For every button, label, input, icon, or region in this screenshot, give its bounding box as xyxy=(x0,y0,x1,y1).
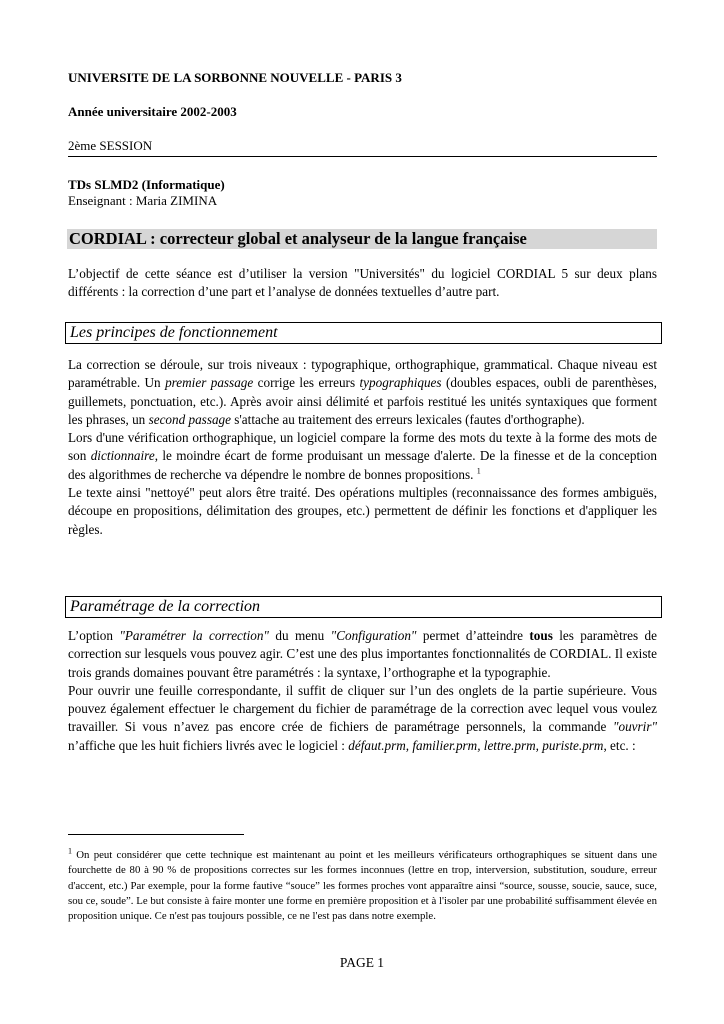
text-run: La correction se déroule, sur trois niveaux : typographique, orthographique, grammatical. Chaque niveau est paramétrable. Un xyxy=(68,357,657,391)
section1-body xyxy=(68,356,657,539)
section1-paragraph-1 xyxy=(68,356,657,429)
section2-body xyxy=(68,627,657,755)
text-run: L’option xyxy=(68,628,120,643)
page-number: PAGE 1 xyxy=(339,955,385,970)
text-run: (doubles espaces, oubli de parenthèses, guillemets, ponctuation, etc.). Après avoir ainsi délimité et parfois restitué les unités syntaxiques que forment les phrases, un xyxy=(68,375,657,427)
strong-tous: tous xyxy=(529,628,553,643)
text-run: n’affiche que les huit fichiers livrés avec le logiciel : xyxy=(68,737,349,753)
section-title-principes: Les principes de fonctionnement xyxy=(65,322,662,344)
emphasis-typographiques: typographiques xyxy=(359,375,442,391)
section2-paragraph-1 xyxy=(68,627,657,682)
header-divider xyxy=(68,156,657,157)
teacher-name: Enseignant : Maria ZIMINA xyxy=(68,193,218,208)
footnote-separator xyxy=(68,834,244,835)
section1-paragraph-3: Le texte ainsi "nettoyé" peut alors être traité. Des opérations multiples (reconnaissance des formes ambiguës, découpe en propositions, délimitation des groupes, etc.) permettent de définir les fonctions et d'appliquer les règles. xyxy=(68,485,657,537)
text-run: les paramètres de correction sur lesquels vous pouvez agir. C’est une des plus importantes fonctionnalités de CORDIAL. Il existe trois grands domaines pouvant être paramétrés : la syntaxe, l’orthographe et la typographie. xyxy=(68,628,657,680)
main-title: CORDIAL : correcteur global et analyseur de la langue française xyxy=(67,229,657,249)
course-title: TDs SLMD2 (Informatique) xyxy=(68,177,225,192)
academic-year: Année universitaire 2002-2003 xyxy=(68,104,237,119)
text-run: s'attache au traitement des erreurs lexicales (fautes d'orthographe). xyxy=(231,411,585,427)
emphasis-second-passage: second passage xyxy=(148,411,231,427)
session-label: 2ème SESSION xyxy=(68,138,153,153)
emphasis-parametrer-la-correction: "Paramétrer la correction" xyxy=(119,628,269,643)
footnote-text xyxy=(68,848,657,924)
intro-text: L’objectif de cette séance est d’utiliser la version "Universités" du logiciel CORDIAL 5 sur deux plans différents : la correction d’une part et l’analyse de données textuelles d’autre part. xyxy=(68,266,657,300)
text-run: permet d’atteindre xyxy=(416,628,530,643)
section1-paragraph-2 xyxy=(68,429,657,484)
text-run: , etc. : xyxy=(603,737,636,753)
section2-paragraph-2 xyxy=(68,682,657,755)
emphasis-configuration: "Configuration" xyxy=(330,628,417,643)
emphasis-premier-passage: premier passage xyxy=(165,375,254,391)
university-heading: UNIVERSITE DE LA SORBONNE NOUVELLE - PARIS 3 xyxy=(68,70,402,85)
text-run: corrige les erreurs xyxy=(253,375,360,391)
footnote-marker: 1 xyxy=(68,846,72,856)
text-run: , le moindre écart de forme produisant un message d'alerte. De la finesse et de la conception des algorithmes de recherche va dépendre le nombre de bonnes propositions. xyxy=(68,448,657,482)
text-run: du menu xyxy=(268,628,331,643)
text-run: Pour ouvrir une feuille correspondante, il suffit de cliquer sur l’un des onglets de la partie supérieure. Vous pouvez également effectuer le chargement du fichier de paramétrage de la correction avec lequel vous voulez travailler. Si vous n’avez pas encore crée de fichiers de paramétrage personnels, la commande xyxy=(68,682,657,735)
intro-paragraph xyxy=(68,265,657,302)
text-run: On peut considérer que cette technique est maintenant au point et les meilleurs vérificateurs orthographiques se situent dans une fourchette de 80 à 90 % de propositions correctes sur les formes inconnues (lettre en trop, interversion, substitution, soudure, erreur d'accent, etc.) Par exemple, pour la forme fautive “souce” les formes proches vont apparaître ainsi “source, sousse, soucie, sauce, suce, sou ce, soude”. Le but consiste à faire monter une forme en première proposition et à l'isoler par une probabilité suffisamment élevée en proposition unique. Ce n'est pas toujours possible, ce ne l'est pas dans notre exemple. xyxy=(68,849,657,923)
emphasis-file-list: défaut.prm, familier.prm, lettre.prm, puriste.prm xyxy=(348,737,604,753)
text-run: Lors d'une vérification orthographique, un logiciel compare la forme des mots du texte à la forme des mots de son xyxy=(68,430,657,464)
emphasis-dictionnaire: dictionnaire xyxy=(90,448,155,464)
footnote-reference[interactable]: 1 xyxy=(476,466,481,476)
emphasis-ouvrir: "ouvrir" xyxy=(612,719,657,735)
section-title-parametrage: Paramétrage de la correction xyxy=(65,596,662,618)
footnote xyxy=(68,848,657,924)
